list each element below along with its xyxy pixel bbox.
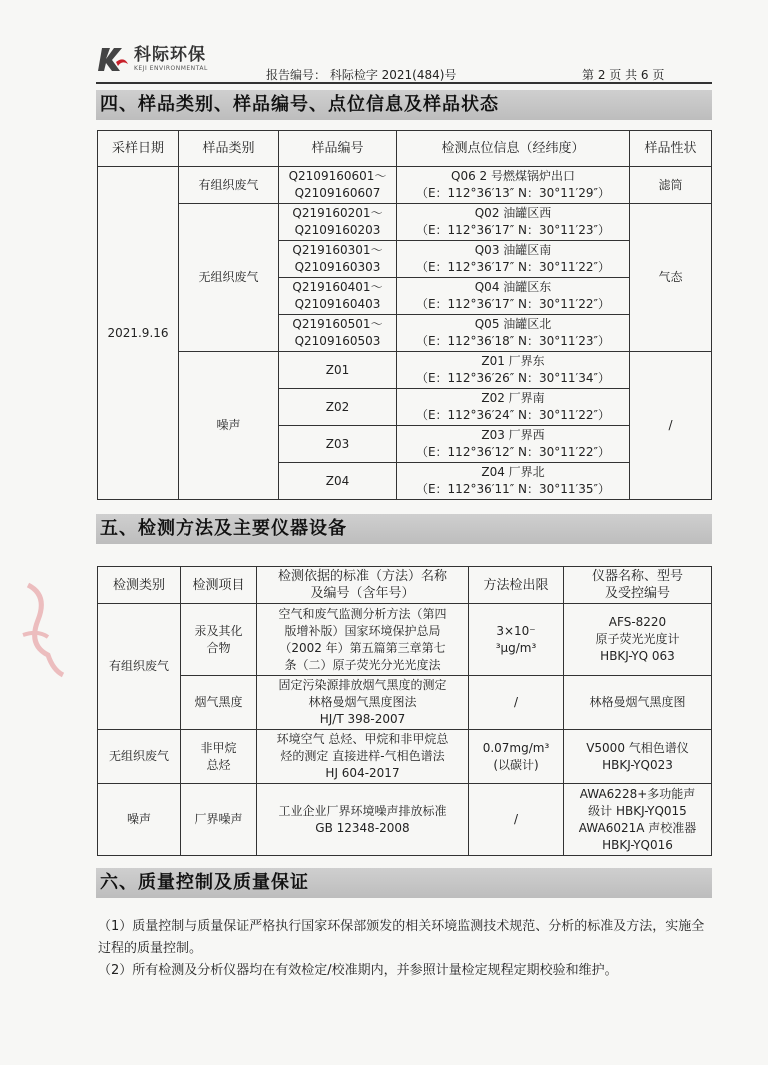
site-info: Q03 油罐区南 （E：112°36′17″ N：30°11′22″） (397, 241, 630, 278)
detection-limit: 0.07mg/m³ (以碳计) (469, 730, 564, 784)
sample-state: / (630, 352, 712, 500)
instrument-info: 林格曼烟气黑度图 (564, 676, 712, 730)
detection-limit: 3×10⁻ ³μg/m³ (469, 604, 564, 676)
sample-state: 滤筒 (630, 167, 712, 204)
test-item: 烟气黑度 (181, 676, 257, 730)
logo-chinese-name: 科际环保 (134, 44, 206, 65)
site-info: Q04 油罐区东 （E：112°36′17″ N：30°11′22″） (397, 278, 630, 315)
col-header: 样品类别 (179, 131, 279, 167)
table-row (98, 604, 712, 676)
detection-limit: / (469, 676, 564, 730)
table-row (98, 676, 712, 730)
sample-state: 气态 (630, 204, 712, 352)
col-header: 检测类别 (98, 567, 181, 604)
sample-category: 噪声 (179, 352, 279, 500)
instrument-info: V5000 气相色谱仪 HBKJ-YQ023 (564, 730, 712, 784)
sample-id: Z03 (279, 426, 397, 463)
test-item: 非甲烷 总烃 (181, 730, 257, 784)
col-header: 采样日期 (98, 131, 179, 167)
site-info: Q02 油罐区西 （E：112°36′17″ N：30°11′23″） (397, 204, 630, 241)
sample-id: Q2109160601～ Q2109160607 (279, 167, 397, 204)
table-row (98, 784, 712, 856)
sample-id: Q219160301～ Q2109160303 (279, 241, 397, 278)
section-4-heading: 四、样品类别、样品编号、点位信息及样品状态 (96, 90, 712, 120)
table-header-row (98, 567, 712, 604)
sampling-date: 2021.9.16 (98, 167, 179, 500)
site-info: Z03 厂界西 （E：112°36′12″ N：30°11′22″） (397, 426, 630, 463)
table-row (98, 730, 712, 784)
site-info: Z01 厂界东 （E：112°36′26″ N：30°11′34″） (397, 352, 630, 389)
section-6-heading: 六、质量控制及质量保证 (96, 868, 712, 898)
stamp-remnant (18, 575, 68, 685)
section-5-heading: 五、检测方法及主要仪器设备 (96, 514, 712, 544)
test-category: 噪声 (98, 784, 181, 856)
col-header: 样品编号 (279, 131, 397, 167)
test-standard: 空气和废气监测分析方法（第四 版增补版）国家环境保护总局 （2002 年）第五篇第三章第七 条（二）原子荧光分光光度法 (257, 604, 469, 676)
col-header: 方法检出限 (469, 567, 564, 604)
sample-info-table (97, 130, 712, 500)
sample-id: Z04 (279, 463, 397, 500)
test-category: 有组织废气 (98, 604, 181, 730)
table-row (98, 204, 712, 241)
sample-id: Q219160401～ Q2109160403 (279, 278, 397, 315)
instrument-info: AFS-8220 原子荧光光度计 HBKJ-YQ 063 (564, 604, 712, 676)
table-row (98, 167, 712, 204)
table-row (98, 352, 712, 389)
sample-category: 有组织废气 (179, 167, 279, 204)
col-header: 检测点位信息（经纬度） (397, 131, 630, 167)
site-info: Z04 厂界北 （E：112°36′11″ N：30°11′35″） (397, 463, 630, 500)
sample-id: Q219160201～ Q2109160203 (279, 204, 397, 241)
detection-limit: / (469, 784, 564, 856)
paragraph-instrument-calibration: （2）所有检测及分析仪器均在有效检定/校准期内，并参照计量检定规程定期校验和维护。 (98, 963, 618, 978)
test-standard: 工业企业厂界环境噪声排放标准 GB 12348-2008 (257, 784, 469, 856)
sample-id: Z02 (279, 389, 397, 426)
site-info: Z02 厂界南 （E：112°36′24″ N：30°11′22″） (397, 389, 630, 426)
test-category: 无组织废气 (98, 730, 181, 784)
page-number: 第 2 页 共 6 页 (582, 68, 665, 82)
site-info: Q05 油罐区北 （E：112°36′18″ N：30°11′23″） (397, 315, 630, 352)
col-header: 检测项目 (181, 567, 257, 604)
col-header: 检测依据的标准（方法）名称 及编号（含年号） (257, 567, 469, 604)
col-header: 仪器名称、型号 及受控编号 (564, 567, 712, 604)
logo-mark-icon (96, 44, 130, 74)
paragraph-quality-control: （1）质量控制与质量保证严格执行国家环保部颁发的相关环境监测技术规范、分析的标准及方法，实施全过程的质量控制。 (98, 919, 705, 956)
sample-category: 无组织废气 (179, 204, 279, 352)
logo-english-name: KEJI ENVIRONMENTAL (134, 64, 208, 72)
sample-id: Q219160501～ Q2109160503 (279, 315, 397, 352)
method-equipment-table (97, 566, 712, 856)
instrument-info: AWA6228+多功能声 级计 HBKJ-YQ015 AWA6021A 声校准器 HBKJ-YQ016 (564, 784, 712, 856)
report-number: 报告编号： 科际检字 2021(484)号 (266, 68, 457, 82)
test-standard: 固定污染源排放烟气黑度的测定 林格曼烟气黑度图法 HJ/T 398-2007 (257, 676, 469, 730)
col-header: 样品性状 (630, 131, 712, 167)
test-standard: 环境空气 总烃、甲烷和非甲烷总 烃的测定 直接进样-气相色谱法 HJ 604-2017 (257, 730, 469, 784)
header-divider (96, 82, 712, 84)
site-info: Q06 2 号燃煤锅炉出口 （E：112°36′13″ N：30°11′29″） (397, 167, 630, 204)
test-item: 厂界噪声 (181, 784, 257, 856)
company-logo (96, 44, 208, 74)
table-header-row (98, 131, 712, 167)
test-item: 汞及其化 合物 (181, 604, 257, 676)
sample-id: Z01 (279, 352, 397, 389)
